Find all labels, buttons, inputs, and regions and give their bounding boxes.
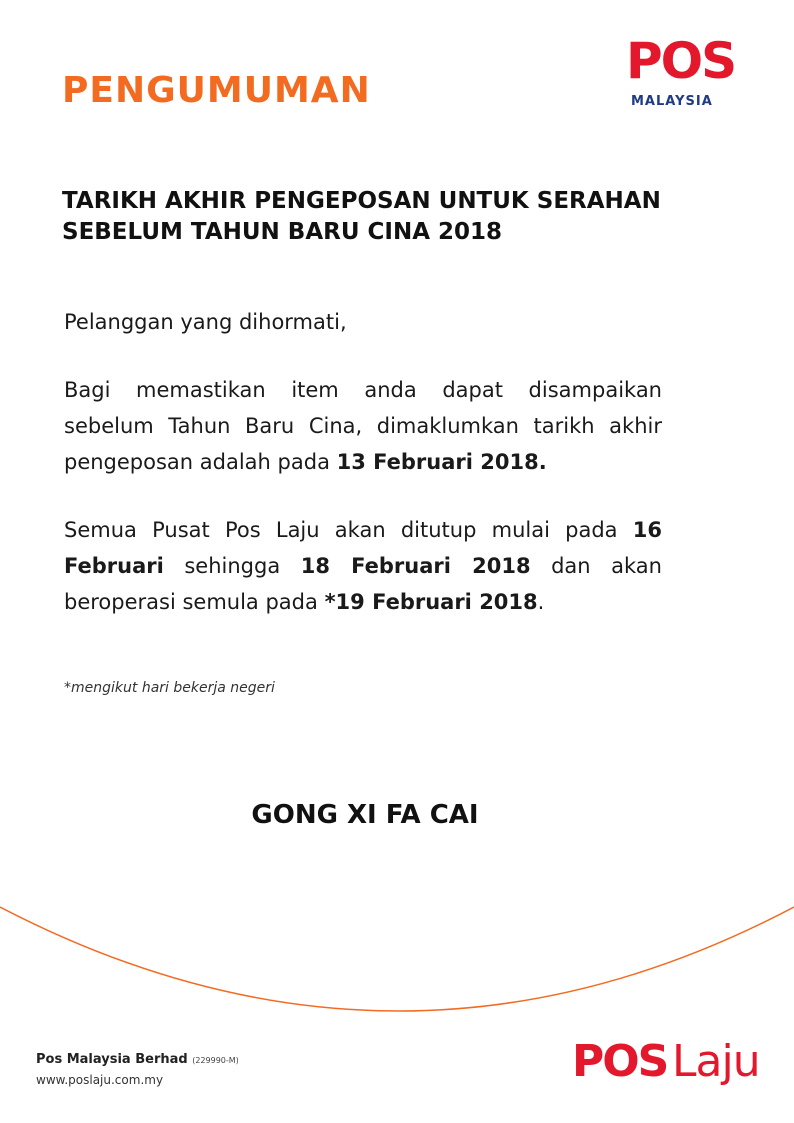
p2-text-c: sehingga (163, 554, 301, 578)
footnote: *mengikut hari bekerja negeri (64, 680, 275, 696)
logo-word: POS (626, 32, 736, 90)
company-reg-no: (229990-M) (192, 1056, 239, 1065)
website-link[interactable]: www.poslaju.com.my (36, 1073, 164, 1087)
salutation: Pelanggan yang dihormati, (64, 310, 347, 334)
company-name (36, 1052, 239, 1067)
p2-date-start: 16 Februari (64, 518, 662, 578)
paragraph-2 (64, 512, 662, 620)
logo-laju: Laju (672, 1036, 760, 1087)
p2-date-resume: *19 Februari 2018 (324, 590, 538, 614)
paragraph-1-text: Bagi memastikan item anda dapat disampaikan sebelum Tahun Baru Cina, dimaklumkan tarikh akhir pengeposan adalah pada (64, 378, 662, 474)
pos-malaysia-logo (626, 32, 758, 116)
logo-subtitle: MALAYSIA (631, 94, 713, 109)
p2-text-a: Semua Pusat Pos Laju akan ditutup mulai pada (64, 518, 633, 542)
paragraph-1 (64, 372, 662, 480)
paragraph-1-date: 13 Februari 2018. (336, 450, 547, 474)
company-label: Pos Malaysia Berhad (36, 1052, 188, 1067)
p2-date-end: 18 Februari 2018 (300, 554, 531, 578)
logo-word: POS (572, 1036, 668, 1087)
title-line-2: SEBELUM TAHUN BARU CINA 2018 (62, 219, 503, 245)
greeting: GONG XI FA CAI (251, 800, 479, 830)
pos-laju-logo (572, 1036, 762, 1096)
title-line-1: TARIKH AKHIR PENGEPOSAN UNTUK SERAHAN (62, 188, 661, 214)
notice-title (62, 186, 722, 248)
p2-text-g: . (537, 590, 545, 614)
decorative-curve (0, 905, 794, 1035)
announcement-heading: PENGUMUMAN (62, 70, 371, 111)
p2-text-e: dan akan beroperasi semula pada (64, 554, 662, 614)
